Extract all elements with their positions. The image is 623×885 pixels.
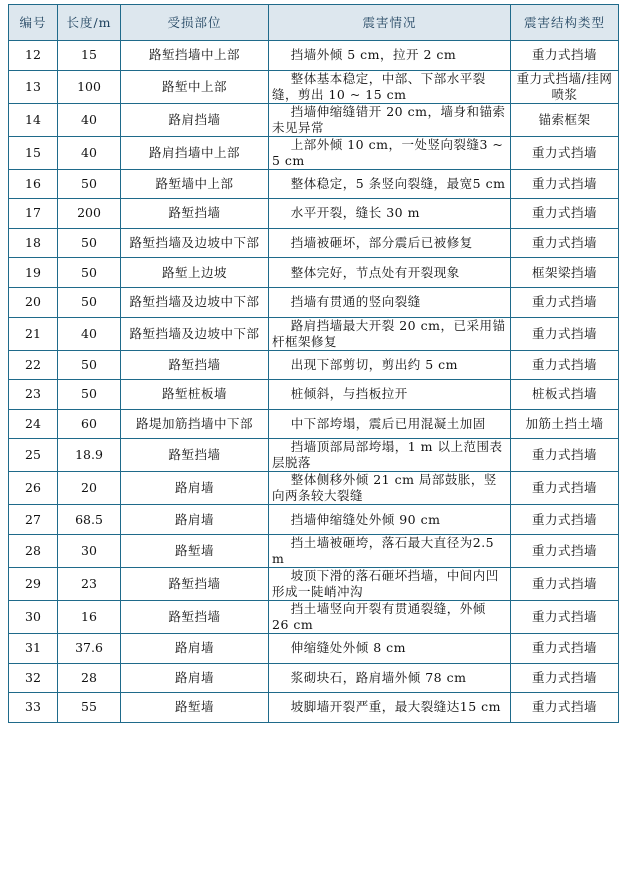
cell-id: 23 (9, 380, 58, 410)
header-id: 编号 (9, 5, 58, 41)
cell-damage-situation: 路肩挡墙最大开裂 20 cm，已采用锚杆框架修复 (269, 317, 511, 350)
cell-length: 30 (58, 534, 121, 567)
cell-structure-type: 重力式挡墙 (511, 350, 619, 380)
cell-damaged-part: 路堑挡墙 (121, 600, 269, 633)
cell-length: 60 (58, 409, 121, 439)
cell-length: 50 (58, 169, 121, 199)
cell-id: 14 (9, 103, 58, 136)
table-row (9, 136, 619, 169)
cell-damage-situation: 上部外倾 10 cm，一处竖向裂缝3 ~ 5 cm (269, 136, 511, 169)
table-row (9, 633, 619, 663)
cell-length: 37.6 (58, 633, 121, 663)
cell-length: 50 (58, 228, 121, 258)
cell-id: 25 (9, 439, 58, 472)
cell-damaged-part: 路肩挡墙 (121, 103, 269, 136)
cell-structure-type: 重力式挡墙 (511, 41, 619, 71)
cell-damaged-part: 路肩墙 (121, 505, 269, 535)
cell-structure-type: 重力式挡墙 (511, 600, 619, 633)
cell-damage-situation: 坡脚墙开裂严重，最大裂缝达15 cm (269, 693, 511, 723)
cell-damage-situation: 出现下部剪切，剪出约 5 cm (269, 350, 511, 380)
table-row (9, 439, 619, 472)
table-row (9, 663, 619, 693)
cell-id: 32 (9, 663, 58, 693)
table-row (9, 287, 619, 317)
cell-id: 19 (9, 258, 58, 288)
cell-structure-type: 重力式挡墙 (511, 439, 619, 472)
cell-structure-type: 重力式挡墙 (511, 534, 619, 567)
table-row (9, 472, 619, 505)
cell-damage-situation: 挡土墙被砸垮，落石最大直径为2.5 m (269, 534, 511, 567)
table-row (9, 693, 619, 723)
cell-damage-situation: 整体完好，节点处有开裂现象 (269, 258, 511, 288)
cell-structure-type: 加筋土挡土墙 (511, 409, 619, 439)
cell-structure-type: 重力式挡墙 (511, 663, 619, 693)
table-body (9, 41, 619, 723)
table-row (9, 317, 619, 350)
cell-length: 55 (58, 693, 121, 723)
header-length: 长度/m (58, 5, 121, 41)
cell-damaged-part: 路肩墙 (121, 663, 269, 693)
table-row (9, 228, 619, 258)
cell-damaged-part: 路堑挡墙中上部 (121, 41, 269, 71)
cell-damaged-part: 路堑桩板墙 (121, 380, 269, 410)
cell-length: 15 (58, 41, 121, 71)
cell-id: 26 (9, 472, 58, 505)
table-row (9, 258, 619, 288)
cell-damaged-part: 路肩墙 (121, 472, 269, 505)
cell-structure-type: 重力式挡墙 (511, 287, 619, 317)
cell-id: 15 (9, 136, 58, 169)
cell-id: 27 (9, 505, 58, 535)
cell-damage-situation: 浆砌块石，路肩墙外倾 78 cm (269, 663, 511, 693)
cell-length: 20 (58, 472, 121, 505)
cell-damage-situation: 挡墙被砸坏，部分震后已被修复 (269, 228, 511, 258)
table-row (9, 350, 619, 380)
cell-damage-situation: 挡墙有贯通的竖向裂缝 (269, 287, 511, 317)
cell-length: 50 (58, 350, 121, 380)
cell-damage-situation: 挡墙外倾 5 cm，拉开 2 cm (269, 41, 511, 71)
cell-length: 23 (58, 567, 121, 600)
cell-damage-situation: 伸缩缝处外倾 8 cm (269, 633, 511, 663)
cell-damage-situation: 挡墙伸缩缝处外倾 90 cm (269, 505, 511, 535)
cell-damage-situation: 挡墙顶部局部垮塌，1 m 以上范围表层脱落 (269, 439, 511, 472)
cell-structure-type: 重力式挡墙 (511, 472, 619, 505)
cell-structure-type: 重力式挡墙 (511, 169, 619, 199)
cell-damage-situation: 整体侧移外倾 21 cm 局部鼓胀，竖向两条较大裂缝 (269, 472, 511, 505)
cell-id: 29 (9, 567, 58, 600)
cell-id: 17 (9, 199, 58, 229)
table-row (9, 567, 619, 600)
cell-structure-type: 重力式挡墙 (511, 505, 619, 535)
cell-damage-situation: 坡顶下滑的落石砸坏挡墙，中间内凹形成一陡峭冲沟 (269, 567, 511, 600)
table-header-row (9, 5, 619, 41)
cell-length: 16 (58, 600, 121, 633)
cell-damaged-part: 路堑挡墙及边坡中下部 (121, 287, 269, 317)
cell-length: 68.5 (58, 505, 121, 535)
cell-length: 28 (58, 663, 121, 693)
header-type: 震害结构类型 (511, 5, 619, 41)
cell-length: 40 (58, 317, 121, 350)
cell-length: 100 (58, 70, 121, 103)
cell-id: 31 (9, 633, 58, 663)
cell-structure-type: 重力式挡墙 (511, 317, 619, 350)
cell-length: 50 (58, 258, 121, 288)
table-row (9, 505, 619, 535)
cell-id: 20 (9, 287, 58, 317)
cell-id: 21 (9, 317, 58, 350)
cell-id: 22 (9, 350, 58, 380)
cell-damaged-part: 路堤加筋挡墙中下部 (121, 409, 269, 439)
table-row (9, 70, 619, 103)
cell-id: 12 (9, 41, 58, 71)
cell-damaged-part: 路堑挡墙 (121, 350, 269, 380)
cell-structure-type: 重力式挡墙/挂网喷浆 (511, 70, 619, 103)
cell-damaged-part: 路堑挡墙及边坡中下部 (121, 228, 269, 258)
table-row (9, 409, 619, 439)
cell-damaged-part: 路堑墙中上部 (121, 169, 269, 199)
cell-id: 18 (9, 228, 58, 258)
cell-id: 13 (9, 70, 58, 103)
header-part: 受损部位 (121, 5, 269, 41)
cell-damaged-part: 路堑挡墙 (121, 199, 269, 229)
cell-damage-situation: 中下部垮塌，震后已用混凝土加固 (269, 409, 511, 439)
table-row (9, 380, 619, 410)
cell-damaged-part: 路堑墙 (121, 534, 269, 567)
cell-id: 33 (9, 693, 58, 723)
cell-damaged-part: 路堑挡墙及边坡中下部 (121, 317, 269, 350)
cell-damaged-part: 路肩墙 (121, 633, 269, 663)
cell-length: 40 (58, 103, 121, 136)
cell-length: 50 (58, 380, 121, 410)
cell-id: 28 (9, 534, 58, 567)
cell-damage-situation: 整体基本稳定，中部、下部水平裂缝，剪出 10 ~ 15 cm (269, 70, 511, 103)
cell-structure-type: 桩板式挡墙 (511, 380, 619, 410)
table-row (9, 600, 619, 633)
table-row (9, 534, 619, 567)
cell-damage-situation: 整体稳定，5 条竖向裂缝，最宽5 cm (269, 169, 511, 199)
cell-damaged-part: 路堑挡墙 (121, 439, 269, 472)
cell-length: 18.9 (58, 439, 121, 472)
cell-length: 40 (58, 136, 121, 169)
cell-structure-type: 重力式挡墙 (511, 693, 619, 723)
cell-damaged-part: 路堑墙 (121, 693, 269, 723)
cell-id: 24 (9, 409, 58, 439)
table-row (9, 199, 619, 229)
table-row (9, 169, 619, 199)
cell-structure-type: 重力式挡墙 (511, 633, 619, 663)
cell-id: 16 (9, 169, 58, 199)
cell-damaged-part: 路堑挡墙 (121, 567, 269, 600)
cell-damage-situation: 挡墙伸缩缝错开 20 cm，墙身和锚索未见异常 (269, 103, 511, 136)
damage-table-container (8, 4, 618, 723)
cell-damage-situation: 挡土墙竖向开裂有贯通裂缝，外倾 26 cm (269, 600, 511, 633)
cell-structure-type: 重力式挡墙 (511, 567, 619, 600)
cell-damage-situation: 桩倾斜，与挡板拉开 (269, 380, 511, 410)
cell-structure-type: 重力式挡墙 (511, 228, 619, 258)
cell-structure-type: 锚索框架 (511, 103, 619, 136)
cell-damaged-part: 路堑上边坡 (121, 258, 269, 288)
cell-damaged-part: 路肩挡墙中上部 (121, 136, 269, 169)
header-situation: 震害情况 (269, 5, 511, 41)
cell-length: 200 (58, 199, 121, 229)
cell-structure-type: 重力式挡墙 (511, 199, 619, 229)
cell-damaged-part: 路堑中上部 (121, 70, 269, 103)
cell-structure-type: 框架梁挡墙 (511, 258, 619, 288)
cell-structure-type: 重力式挡墙 (511, 136, 619, 169)
cell-length: 50 (58, 287, 121, 317)
cell-id: 30 (9, 600, 58, 633)
table-row (9, 41, 619, 71)
table-row (9, 103, 619, 136)
seismic-damage-table (8, 4, 619, 723)
cell-damage-situation: 水平开裂，缝长 30 m (269, 199, 511, 229)
